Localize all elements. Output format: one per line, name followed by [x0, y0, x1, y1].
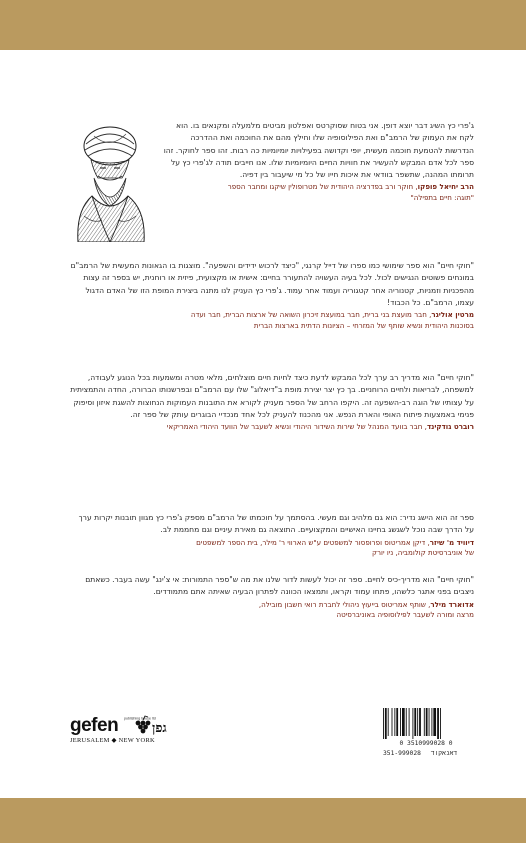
barcode-bar	[396, 708, 398, 736]
barcode-bar	[440, 708, 441, 739]
endorsement-text: ספר זה הוא הישג נדיר: הוא גם מלהיב וגם מעשי. בהסתמך על חוכמתו של הרמב"ם מספק ג'פרי כץ מגוון תובנות יקרות ערך על הדרך שבה נוכל לשגשג בחיינו האישיים והמקצועיים. התוצאה גם מאירת עיניים וגם מחממת לב.	[78, 513, 474, 535]
endorsement-attribution: אדוארד מילר, שותף אמריטוס בייעוץ ניהולי לחברת רואי חשבון מובילה, מרצה ומורה לשעבר לפילוסופיה באוניברסיטה	[258, 599, 474, 620]
logo-brand-he: גפן	[152, 721, 167, 736]
barcode-bar	[426, 708, 428, 736]
logo-tagline: publishing house ltd	[124, 716, 156, 721]
barcode-bar	[429, 708, 430, 736]
barcode-bar	[431, 708, 432, 736]
barcode-bar	[433, 708, 436, 736]
endorsement-attribution: דיוויד מ' שיזר, דיקן אמריטוס ופרופסור למשפטים ע"ש הארווי ר' מילר, בית הספר למשפטים של אוניברסיטת קולומביה, ניו יורק	[196, 537, 474, 558]
endorsement-text: "חוקי חיים" הוא מדריך-כיס לחיים. ספר זה יכול לעשות לדור שלנו את מה ש"ספר התמורות: אי צ'ינג" עשה בעבר. כשאתם ניצבים בפני אתגר כלשהו, פתחו עמוד וקראו, ותמצאו הכוונה לפתרון הבעיה שאיתה אתם מתמודדים.	[85, 575, 474, 597]
barcode-bar	[392, 708, 393, 736]
endorsement-3	[70, 372, 474, 433]
barcode-bar	[383, 708, 384, 739]
barcode-bar	[414, 708, 416, 736]
top-color-band	[0, 0, 526, 50]
barcode-bar	[409, 708, 410, 736]
barcode-bar	[424, 708, 425, 736]
endorsement-2	[70, 260, 474, 331]
endorsement-5	[85, 574, 474, 621]
barcode-bar	[412, 708, 413, 739]
endorsement-4	[78, 512, 474, 559]
barcode-digits: 0 3510999028 0	[399, 740, 453, 747]
endorsement-attribution: מרטין אוליגר, חבר מועצת בני ברית, חבר במועצת זיכרון השואה של ארצות הברית, חבר ועדה בסוכנות היהודית ונשיא שותף של המזרחי – הציונות הדתית בארצות הברית	[190, 310, 474, 330]
barcode-bar	[400, 708, 401, 736]
endorsement-text: "חוקי חיים" הוא ספר שימושי כמו ספרו של דייל קרנגי, "כיצד לרכוש ידידים והשפעה". מוצגות בו הגאונות המעשית של הרמב"ם במונחים פשוטים הנגישים לכול. לכל בעיה העשויה להתעורר בחיים: אישית או מקצועית, פיזית או רוחנית, יש בספר זה עצות מהפכניות וזמניות, קטנוריה אחר קטגוריה ועמוד אחר עמוד. ג'פרי כץ העניק לנו מתנה ביצירת המופת הזו של האדם הדגול עצמו, הרמב"ם. כל הכבוד!	[70, 261, 474, 307]
logo-brand-en: gefen	[70, 715, 119, 736]
barcode-bar	[388, 708, 389, 736]
catalog-label-row	[383, 750, 469, 757]
barcode-bar	[385, 708, 387, 739]
barcode-bar	[417, 708, 418, 736]
endorsement-attribution: רוברט גודקינד, חבר בוועד המנהל של שירות השידור היהודי ונשיא לשעבר של הוועד היהודי האמריקאי	[166, 422, 474, 432]
gefen-publishing-logo	[68, 712, 186, 748]
barcode-bar	[394, 708, 395, 736]
maimonides-portrait-icon	[64, 120, 156, 242]
barcode-bar	[419, 708, 421, 736]
barcode-bar	[437, 708, 439, 739]
catalog-number: 351-999028	[383, 750, 421, 757]
endorsement-1	[160, 120, 474, 203]
endorsement-text: "חוקי חיים" הוא מדריך רב ערך לכל המבקש לדעת כיצד לחיות חיים מוצלחים, מלאי מטרה ומשמעות בכל הנוגע לעבודה, למשפחה, לבריאות ולחיים הרוחניים. בך כץ יצר יצירת מופת ב"דיאלוג" שלו עם הרמב"ם ובפרשנותו הברורה, החדה והתמציתית על עצותיו של הוגה רב-השפעה זה. היקפו הרחב של הספר מעניק לקורא את התובנות העמוקות הנחוצות להשגת איזון וסיפוק פנימי באמצעות פיתוח האופי והארת הנפש. אני מהכנוז להעניק לכל אחד מנכדיי הבוגרים עותק של ספר זה.	[70, 373, 474, 419]
catalog-label: דאנאקוד	[430, 750, 458, 757]
logo-cities: JERUSALEM ◆ NEW YORK	[70, 737, 155, 744]
barcode-bar	[402, 708, 405, 736]
endorsement-attribution: הרב יחיאל פופקו, חוקר ורב בפדרציה היהודית של מטרופולין שיקגו ומחבר הספר "תוגה: חיים בתפילה"	[227, 182, 474, 202]
endorsement-text: ג'פרי כץ השיג דבר יוצא דופן. אני בטוח שסוקרטס ואפלטון מביטים מלמעלה ומקנאים בו. הוא לקח את העמוק של הרמב"ם ואת הפילוסופיה שלו וחילץ מהם את החוכמה ואת ההדרכה הנדרשות להטמעת חוכמה מעשית, יופי וקדושה בפעילויות יומיומיות כה רבות. זהו ספר לחוקר. זהו ספר לכל אדם המבקש להעשיר את חוויות החיים היומיומיות שלו. אנו חייבים תודה לג'פרי כץ על תרומתו המהנה, שתשפר בוודאי את איכות חייו של כל מי שיעבור בין דפיה.	[163, 121, 474, 180]
barcode-bar	[406, 708, 407, 736]
bottom-color-band	[0, 798, 526, 843]
